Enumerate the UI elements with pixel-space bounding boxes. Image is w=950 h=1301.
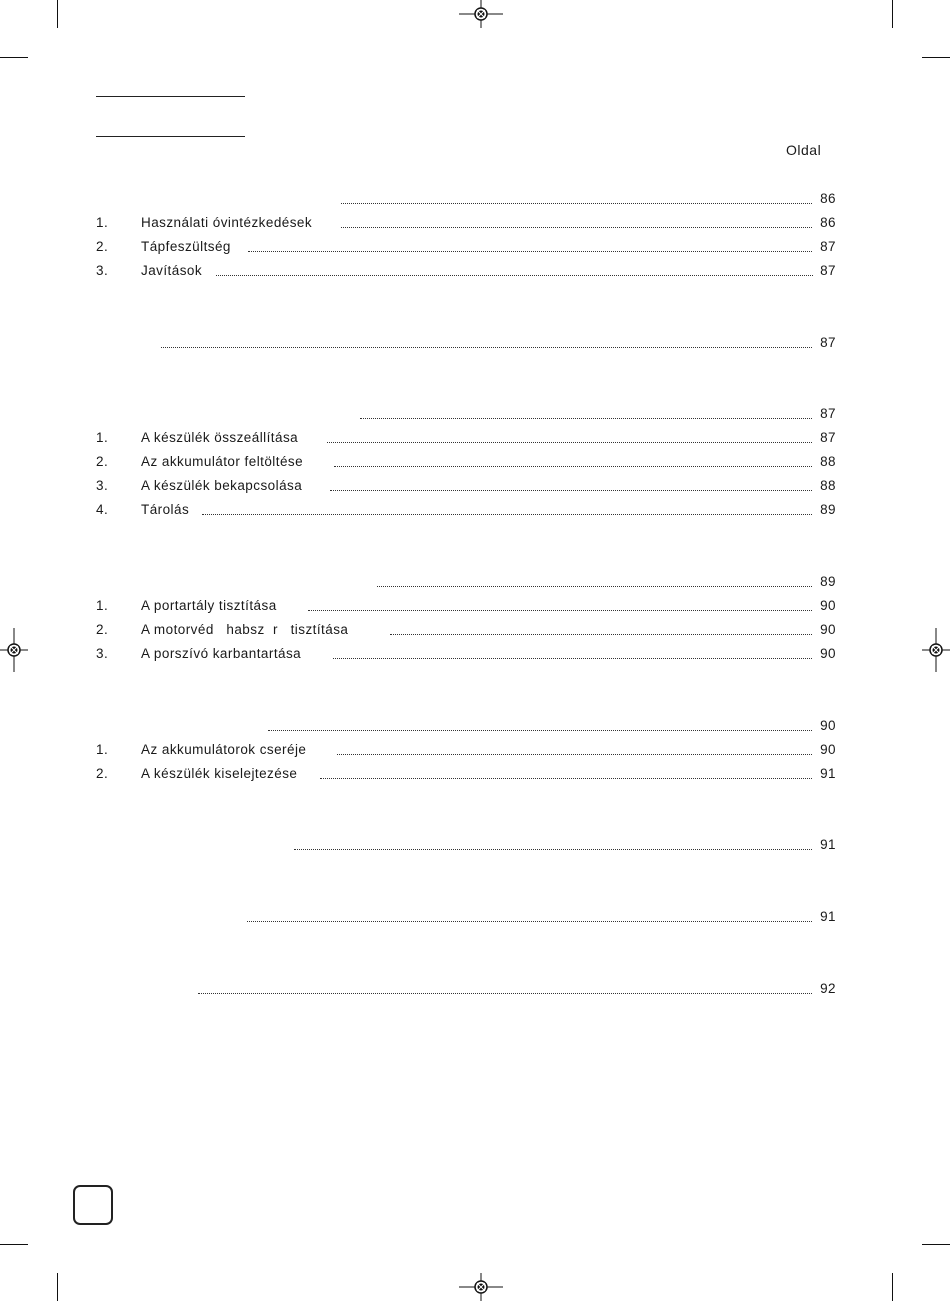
- dot-leader: [334, 466, 812, 467]
- toc-entry-title: A készülék összeállítása: [141, 430, 299, 445]
- toc-page-number: 90: [820, 646, 836, 661]
- toc-page-number: 87: [820, 263, 836, 278]
- toc-entry: [96, 742, 836, 760]
- toc-entry-number: 1.: [96, 598, 109, 613]
- dot-leader: [161, 347, 812, 348]
- toc-entry-title: A portartály tisztítása: [141, 598, 277, 613]
- toc-entry-number: 3.: [96, 646, 109, 661]
- registration-mark-icon: [922, 628, 950, 672]
- crop-mark: [892, 1273, 893, 1301]
- header-rule: [96, 96, 245, 97]
- dot-leader: [341, 203, 812, 204]
- toc-page-number: 90: [820, 718, 836, 733]
- dot-leader: [216, 275, 813, 276]
- toc-entry: [96, 239, 836, 257]
- toc-section-heading: [96, 406, 836, 424]
- dot-leader: [202, 514, 812, 515]
- dot-leader: [341, 227, 812, 228]
- toc-page-number: 87: [820, 430, 836, 445]
- toc-page-number: 88: [820, 478, 836, 493]
- toc-entry-title: Javítások: [141, 263, 203, 278]
- crop-mark: [892, 0, 893, 28]
- dot-leader: [247, 921, 812, 922]
- crop-mark: [922, 57, 950, 58]
- toc-entry: [96, 598, 836, 616]
- toc-entry-title: A porszívó karbantartása: [141, 646, 302, 661]
- crop-mark: [922, 1244, 950, 1245]
- dot-leader: [333, 658, 812, 659]
- toc-entry-number: 1.: [96, 742, 109, 757]
- toc-section-heading: [96, 191, 836, 209]
- toc-page-number: 92: [820, 981, 836, 996]
- toc-page-number: 86: [820, 215, 836, 230]
- toc-entry: [96, 430, 836, 448]
- toc-entry-title: Tápfeszültség: [141, 239, 231, 254]
- toc-entry: [96, 646, 836, 664]
- toc-entry-number: 3.: [96, 263, 109, 278]
- toc-page-number: 90: [820, 598, 836, 613]
- toc-section-heading: [96, 574, 836, 592]
- registration-mark-icon: [459, 0, 503, 28]
- dot-leader: [294, 849, 812, 850]
- toc-page-number: 91: [820, 766, 836, 781]
- dot-leader: [377, 586, 812, 587]
- dot-leader: [390, 634, 812, 635]
- toc-entry-title: A motorvéd habsz r tisztítása: [141, 622, 349, 637]
- toc-entry-title: Az akkumulátor feltöltése: [141, 454, 304, 469]
- dot-leader: [327, 442, 812, 443]
- toc-entry-title: Használati óvintézkedések: [141, 215, 313, 230]
- dot-leader: [308, 610, 812, 611]
- toc-section-heading: [96, 718, 836, 736]
- toc-entry-number: 3.: [96, 478, 109, 493]
- toc-entry: [96, 478, 836, 496]
- toc-section-heading: [96, 335, 836, 353]
- toc-page-number: 89: [820, 574, 836, 589]
- toc-page-number: 87: [820, 239, 836, 254]
- toc-entry-number: 2.: [96, 239, 109, 254]
- dot-leader: [248, 251, 812, 252]
- header-rule: [96, 136, 245, 137]
- crop-mark: [57, 0, 58, 28]
- toc-entry-number: 1.: [96, 430, 109, 445]
- registration-mark-icon: [459, 1273, 503, 1301]
- toc-page-number: 87: [820, 335, 836, 350]
- toc-section-heading: [96, 909, 836, 927]
- toc-entry-title: Az akkumulátorok cseréje: [141, 742, 307, 757]
- toc-page-number: 90: [820, 742, 836, 757]
- toc-page-number: 91: [820, 909, 836, 924]
- toc-entry-number: 1.: [96, 215, 109, 230]
- toc-section-heading: [96, 837, 836, 855]
- crop-mark: [0, 57, 28, 58]
- toc-entry-number: 2.: [96, 622, 109, 637]
- toc-entry-title: Tárolás: [141, 502, 190, 517]
- toc-entry: [96, 766, 836, 784]
- crop-mark: [0, 1244, 28, 1245]
- toc-page-number: 91: [820, 837, 836, 852]
- dot-leader: [337, 754, 812, 755]
- dot-leader: [360, 418, 812, 419]
- toc-entry: [96, 502, 836, 520]
- toc-entry-title: A készülék kiselejtezése: [141, 766, 298, 781]
- crop-mark: [57, 1273, 58, 1301]
- toc-entry: [96, 263, 836, 281]
- toc-page-number: 87: [820, 406, 836, 421]
- toc-entry-number: 2.: [96, 454, 109, 469]
- registration-mark-icon: [0, 628, 28, 672]
- toc-entry: [96, 215, 836, 233]
- page-number-badge: [73, 1185, 113, 1225]
- toc-entry-title: A készülék bekapcsolása: [141, 478, 303, 493]
- toc-entry: [96, 454, 836, 472]
- toc-entry-number: 4.: [96, 502, 109, 517]
- toc-entry-number: 2.: [96, 766, 109, 781]
- toc-page-number: 86: [820, 191, 836, 206]
- toc-entry: [96, 622, 836, 640]
- toc-section-heading: [96, 981, 836, 999]
- page-column-label: Oldal: [786, 142, 822, 158]
- dot-leader: [268, 730, 812, 731]
- toc-page-number: 88: [820, 454, 836, 469]
- toc-page-number: 89: [820, 502, 836, 517]
- dot-leader: [330, 490, 812, 491]
- dot-leader: [198, 993, 812, 994]
- dot-leader: [320, 778, 812, 779]
- toc-page-number: 90: [820, 622, 836, 637]
